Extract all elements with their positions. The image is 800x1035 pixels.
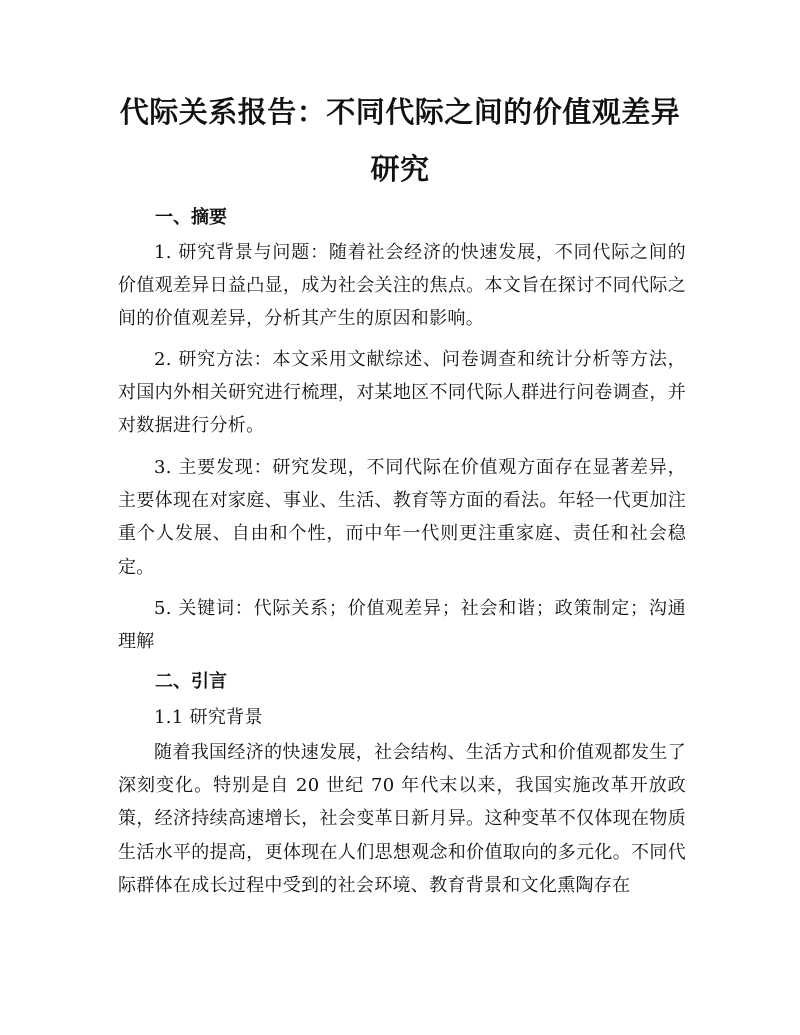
document-title-line-1: 代际关系报告：不同代际之间的价值观差异 <box>119 95 681 129</box>
subsection-heading-background: 1.1 研究背景 <box>154 707 263 728</box>
abstract-item-keywords: 5. 关键词：代际关系；价值观差异；社会和谐；政策制定；沟通理解 <box>118 598 686 653</box>
section-heading-abstract: 一、摘要 <box>155 207 227 228</box>
abstract-item-background: 1. 研究背景与问题：随着社会经济的快速发展，不同代际之间的价值观差异日益凸显，成为社会关注的焦点。本文旨在探讨不同代际之间的价值观差异，分析其产生的原因和影响。 <box>118 242 686 330</box>
intro-paragraph: 随着我国经济的快速发展，社会结构、生活方式和价值观都发生了深刻变化。特别是自 20 世纪 70 年代末以来，我国实施改革开放政策，经济持续高速增长，社会变革日新月异。这种变革不仅体现在物质生活水平的提高，更体现在人们思想观念和价值取向的多元化。不同代际群体在成长过程中受到的社会环境、教育背景和文化熏陶存在 <box>118 742 686 896</box>
document-title-line-2: 研究 <box>370 152 430 186</box>
abstract-item-findings: 3. 主要发现：研究发现，不同代际在价值观方面存在显著差异，主要体现在对家庭、事业、生活、教育等方面的看法。年轻一代更加注重个人发展、自由和个性，而中年一代则更注重家庭、责任和社会稳定。 <box>118 457 686 578</box>
abstract-item-methods: 2. 研究方法：本文采用文献综述、问卷调查和统计分析等方法，对国内外相关研究进行梳理，对某地区不同代际人群进行问卷调查，并对数据进行分析。 <box>118 349 686 437</box>
section-heading-introduction: 二、引言 <box>155 671 227 692</box>
